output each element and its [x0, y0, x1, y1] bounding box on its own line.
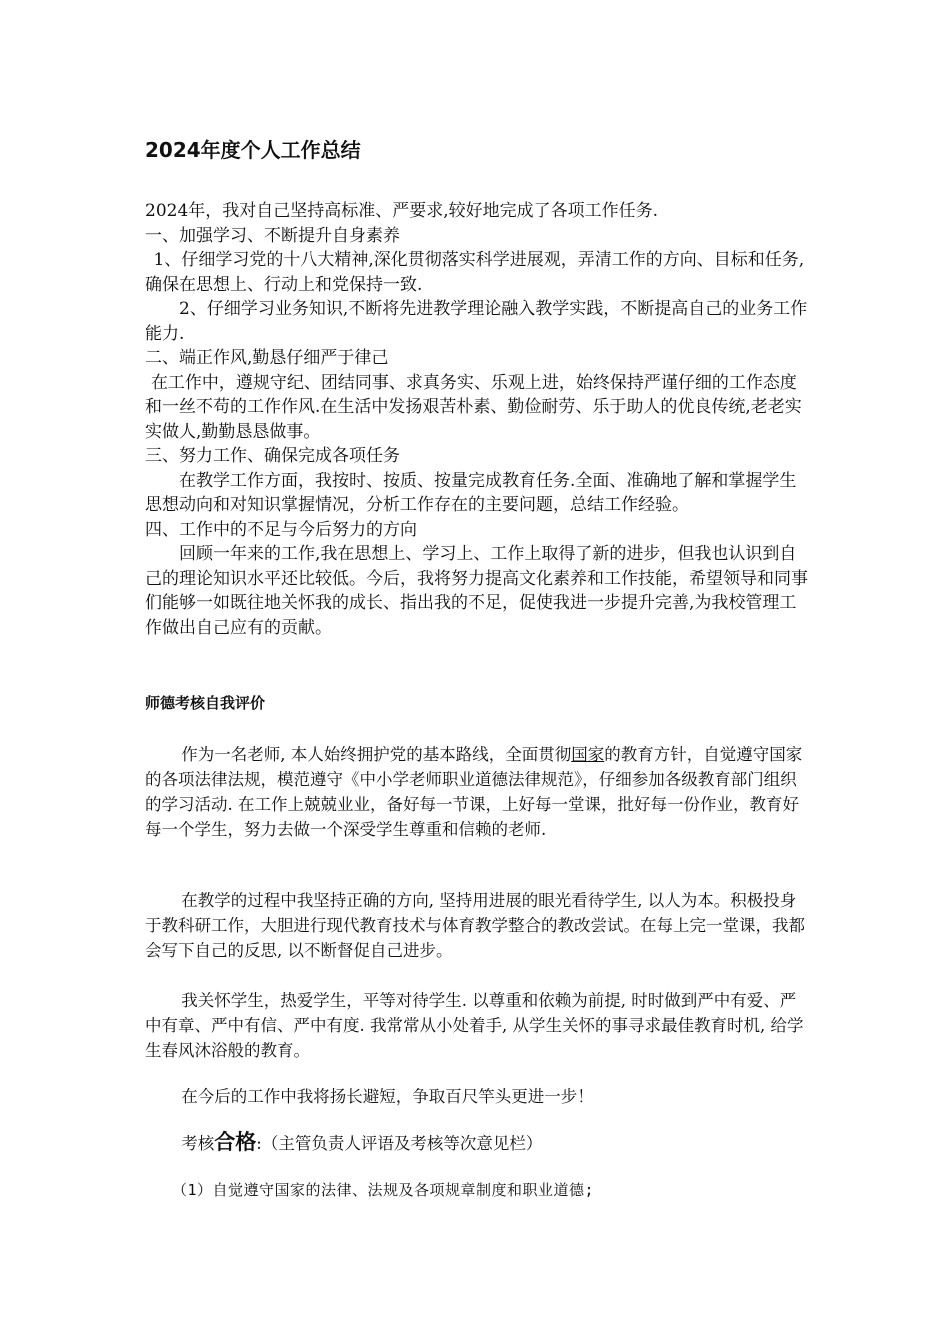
assessment-item-1-text: （1）自觉遵守国家的法律、法规及各项规章制度和职业道德; — [172, 1181, 595, 1199]
assessment-grade: 合格 — [214, 1130, 257, 1154]
section-1-paragraph-2: 2、仔细学习业务知识,不断将先进教学理论融入教学实践，不断提高自己的业务工作能力. — [145, 299, 808, 344]
evaluation-paragraph-3 — [145, 988, 810, 1063]
document-title: 2024年度个人工作总结 — [145, 138, 361, 162]
section-3-paragraph: 在教学工作方面，我按时、按质、按量完成教育任务.全面、准确地了解和掌握学生思想动向和对知识掌握情况，分析工作存在的主要问题，总结工作经验。 — [145, 470, 797, 515]
evaluation-p1-text-a: 作为一名老师, 本人始终拥护党的基本路线，全面贯彻 — [181, 745, 572, 764]
section-3-heading: 三、努力工作、确保完成各项任务 — [145, 446, 400, 466]
section-2-paragraph: 在工作中，遵规守纪、团结同事、求真务实、乐观上进，始终保持严谨仔细的工作态度和一丝不苟的工作作风.在生活中发扬艰苦朴素、勤俭耐劳、乐于助人的优良传统,老老实实做人,勤勤恳恳做事。 — [145, 372, 802, 442]
section-4-heading: 四、工作中的不足与今后努力的方向 — [145, 519, 417, 540]
work-summary-section — [145, 199, 810, 640]
evaluation-heading: 师德考核自我评价 — [145, 694, 266, 712]
section-1-heading: 一、加强学习、不断提升自身素养 — [145, 225, 400, 246]
assessment-item-1 — [145, 1178, 810, 1203]
section-2-heading: 二、端正作风,勤恳仔细严于律己 — [145, 348, 389, 368]
evaluation-p1-text-b: 的教育方针，自觉遵守国家的各项法律法规，模范遵守《中小学老师职业道德法律规范》，仔细参加各级教育部门组织的学习活动. 在工作上兢兢业业，备好每一节课，上好每一堂课，批好每一份作业，教育好每一个学生，努力去做一个深受学生尊重和信赖的老师. — [145, 745, 803, 839]
evaluation-p4-text: 在今后的工作中我将扬长避短，争取百尺竿头更进一步！ — [181, 1087, 594, 1106]
country-link[interactable]: 国家 — [571, 745, 605, 764]
section-4-paragraph: 回顾一年来的工作,我在思想上、学习上、工作上取得了新的进步，但我也认识到自己的理论知识水平还比较低。今后，我将努力提高文化素养和工作技能，希望领导和同事们能够一如既往地关怀我的成长、指出我的不足，促使我进一步提升完善,为我校管理工作做出自己应有的贡献。 — [145, 544, 808, 638]
evaluation-p2-text: 在教学的过程中我坚持正确的方向, 坚持用进展的眼光看待学生, 以人为本。积极投身于教科研工作，大胆进行现代教育技术与体育教学整合的教改尝试。在每上完一堂课，我都会写下自己的反思, 以不断督促自己进步。 — [145, 891, 805, 960]
assessment-line — [145, 1130, 810, 1156]
assessment-label: 考核 — [181, 1134, 215, 1153]
evaluation-p3-text: 我关怀学生，热爱学生，平等对待学生. 以尊重和依赖为前提, 时时做到严中有爱、严中有章、严中有信、严中有度. 我常常从小处着手, 从学生关怀的事寻求最佳教育时机, 给学生春风沐浴般的教育。 — [145, 991, 804, 1060]
evaluation-paragraph-2 — [145, 888, 810, 963]
summary-intro: 2024年，我对自己坚持高标准、严要求,较好地完成了各项工作任务. — [145, 201, 659, 221]
evaluation-paragraph-1 — [145, 742, 810, 842]
assessment-note: :（主管负责人评语及考核等次意见栏） — [256, 1134, 543, 1153]
section-1-paragraph-1: 1、仔细学习党的十八大精神,深化贯彻落实科学进展观，弄清工作的方向、目标和任务,确保在思想上、行动上和党保持一致. — [145, 250, 805, 295]
evaluation-paragraph-4 — [145, 1084, 810, 1109]
